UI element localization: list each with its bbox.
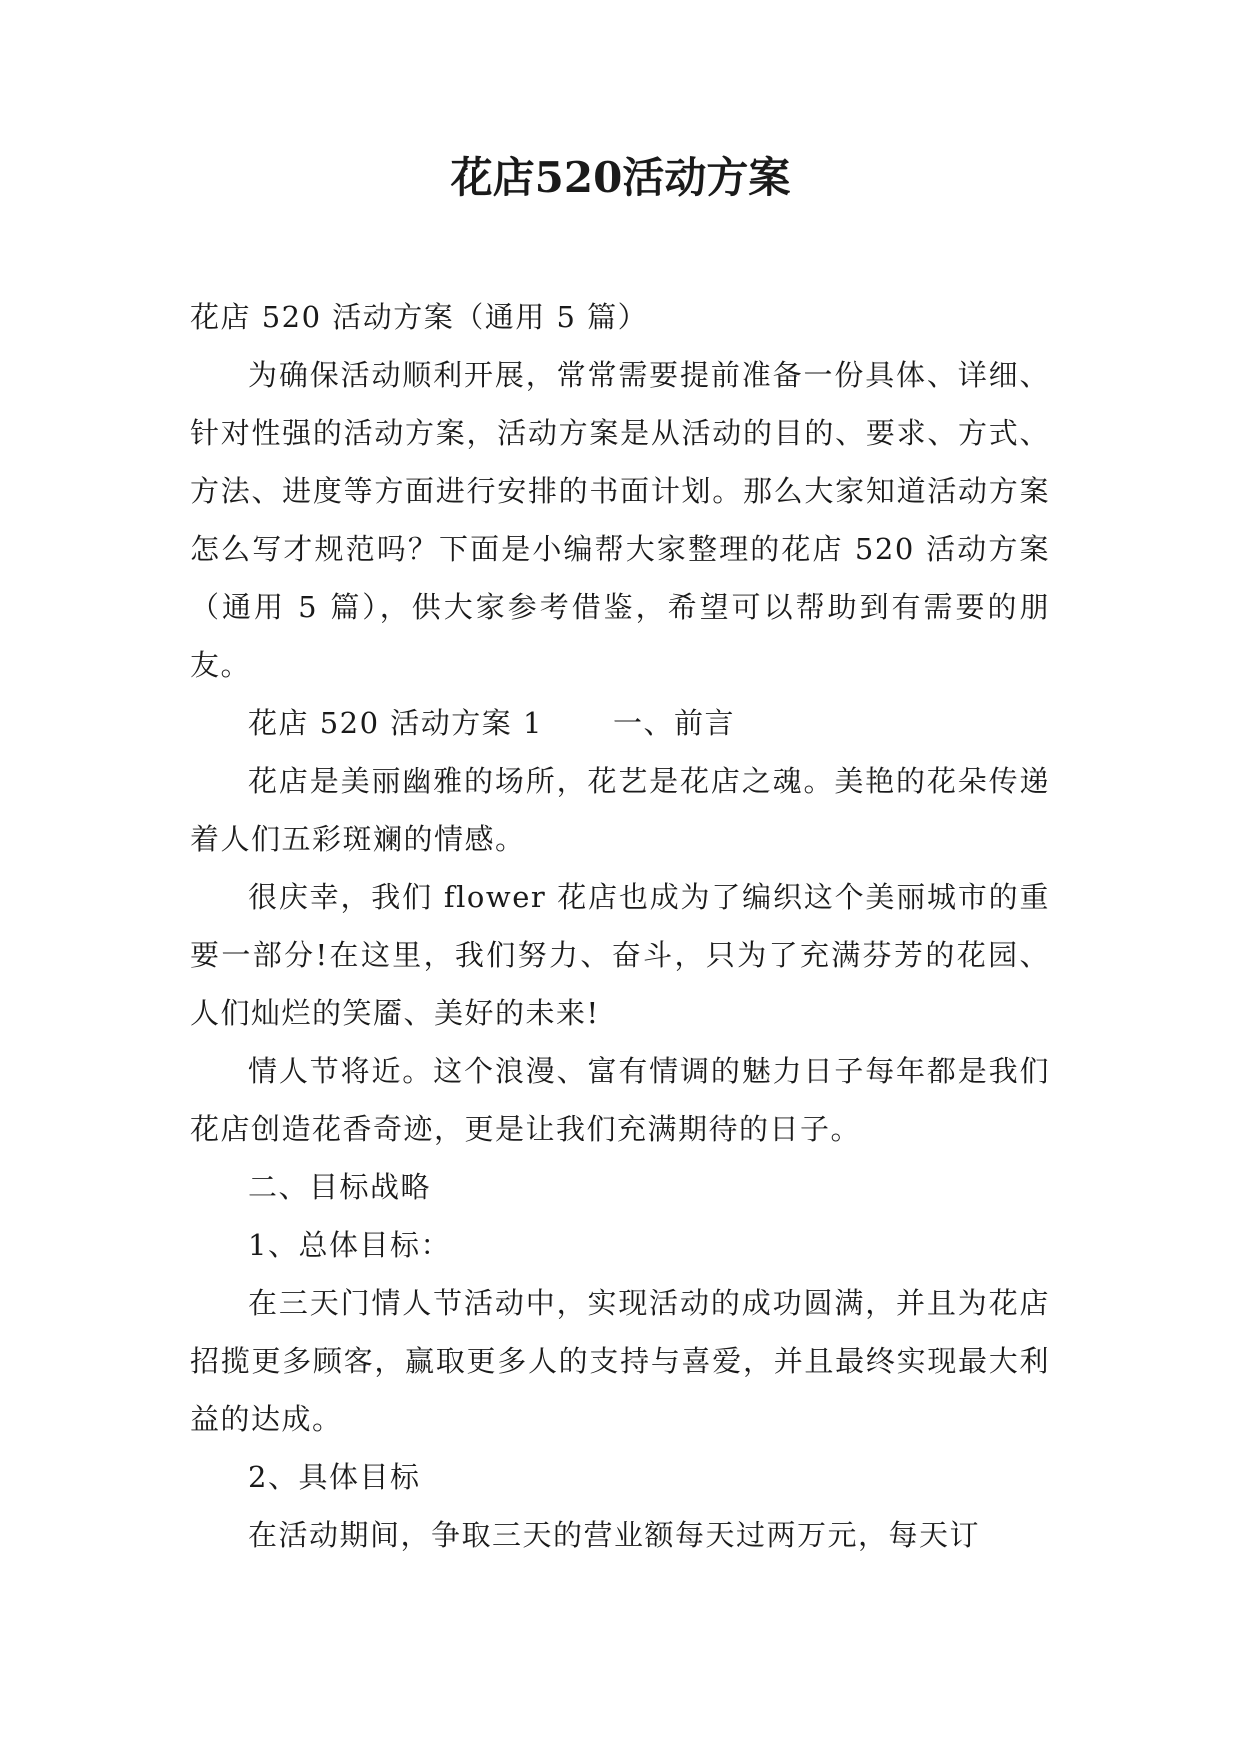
body-paragraph: 在三天门情人节活动中，实现活动的成功圆满，并且为花店招揽更多顾客，赢取更多人的支持与喜爱，并且最终实现最大利益的达成。 — [190, 1286, 1050, 1436]
section-heading-paragraph — [190, 694, 1050, 752]
body-paragraph: 很庆幸，我们 flower 花店也成为了编织这个美丽城市的重要一部分!在这里，我们努力、奋斗，只为了充满芬芳的花园、人们灿烂的笑靥、美好的未来! — [190, 880, 1050, 1030]
document-body — [190, 288, 1050, 1564]
subtitle-paragraph: 花店 520 活动方案（通用 5 篇） — [190, 300, 649, 334]
body-paragraph: 花店是美丽幽雅的场所，花艺是花店之魂。美艳的花朵传递着人们五彩斑斓的情感。 — [190, 764, 1050, 856]
list-heading: 2、具体目标 — [248, 1460, 421, 1494]
section-heading: 花店 520 活动方案 1 — [248, 706, 543, 740]
subsection-heading: 二、目标战略 — [248, 1170, 432, 1204]
page-title: 花店520活动方案 — [450, 153, 791, 202]
subsection-heading: 一、前言 — [612, 706, 735, 740]
list-heading: 1、总体目标： — [248, 1228, 451, 1262]
intro-paragraph: 为确保活动顺利开展，常常需要提前准备一份具体、详细、针对性强的活动方案，活动方案是从活动的目的、要求、方式、方法、进度等方面进行安排的书面计划。那么大家知道活动方案怎么写才规范吗？下面是小编帮大家整理的花店 520 活动方案（通用 5 篇），供大家参考借鉴，希望可以帮助到有需要的朋友。 — [190, 358, 1050, 682]
body-paragraph: 情人节将近。这个浪漫、富有情调的魅力日子每年都是我们花店创造花香奇迹，更是让我们充满期待的日子。 — [190, 1054, 1050, 1146]
body-paragraph: 在活动期间，争取三天的营业额每天过两万元，每天订 — [248, 1518, 981, 1552]
